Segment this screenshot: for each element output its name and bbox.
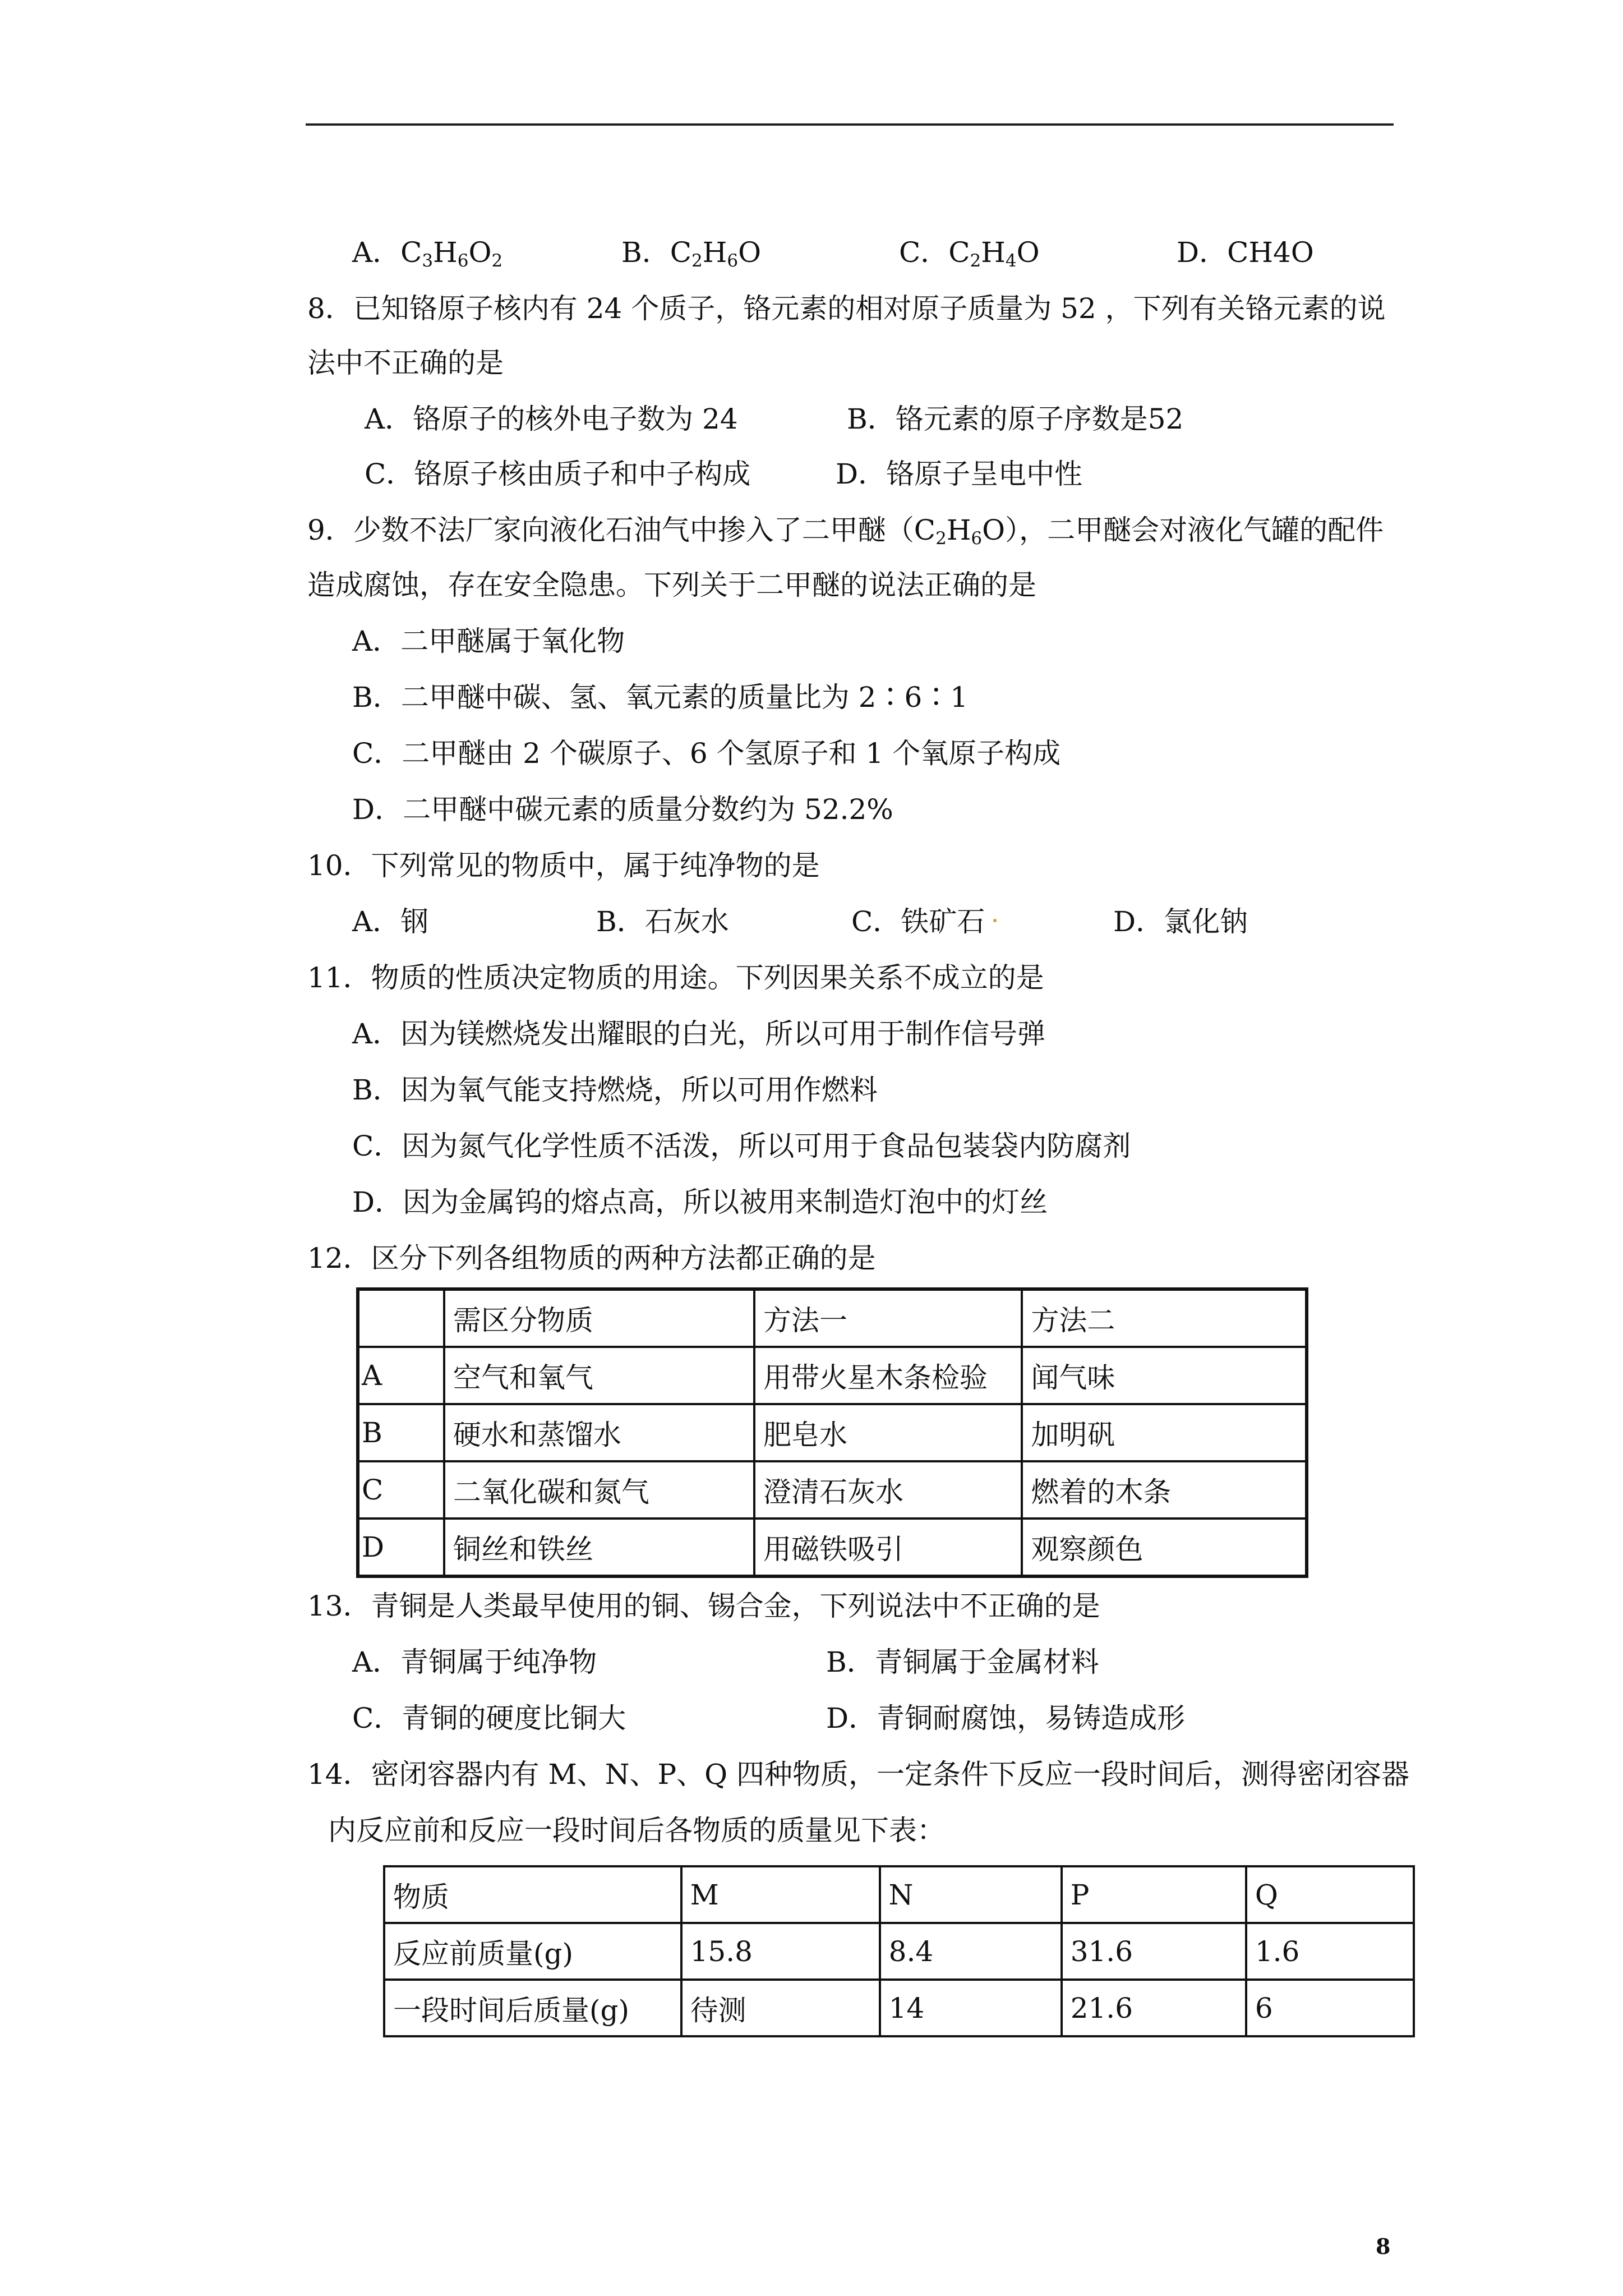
- header-rule: [306, 123, 1394, 126]
- q13-option-b: B．青铜属于金属材料: [826, 1646, 1099, 1678]
- q9-option-d: D．二甲醚中碳元素的质量分数约为 52.2%: [352, 793, 893, 826]
- table-cell: 8.4: [880, 1923, 1062, 1980]
- q10-stem: 10．下列常见的物质中，属于纯净物的是: [307, 849, 820, 882]
- q13-option-c: C．青铜的硬度比铜大: [352, 1702, 626, 1734]
- q8-option-b: B．铬元素的原子序数是52: [847, 403, 1184, 435]
- table-cell: 一段时间后质量(g): [384, 1980, 681, 2036]
- table-row: [358, 1347, 1307, 1404]
- table-cell: 肥皂水: [754, 1404, 1022, 1461]
- table-header-row: [358, 1289, 1307, 1347]
- q9-stem-line2: 造成腐蚀，存在安全隐患。下列关于二甲醚的说法正确的是: [307, 569, 1036, 601]
- table-header-cell: P: [1062, 1866, 1246, 1923]
- q7-option-a: A．$C_3H_6O_2$: [352, 236, 503, 271]
- table-cell: 用磁铁吸引: [754, 1519, 1022, 1576]
- q11-option-d: D．因为金属钨的熔点高，所以被用来制造灯泡中的灯丝: [352, 1186, 1048, 1218]
- table-header-cell: M: [681, 1866, 880, 1923]
- table-cell: B: [358, 1404, 444, 1461]
- table-cell: 14: [880, 1980, 1062, 2036]
- table-cell: 反应前质量(g): [384, 1923, 681, 1980]
- table-header-cell: 物质: [384, 1866, 681, 1923]
- q11-stem: 11．物质的性质决定物质的用途。下列因果关系不成立的是: [307, 961, 1044, 994]
- table-cell: 硬水和蒸馏水: [444, 1404, 754, 1461]
- q13-stem: 13．青铜是人类最早使用的铜、锡合金，下列说法中不正确的是: [307, 1590, 1100, 1622]
- q13-option-d: D．青铜耐腐蚀，易铸造成形: [826, 1702, 1186, 1734]
- table-cell: 空气和氧气: [444, 1347, 754, 1404]
- q13-option-a: A．青铜属于纯净物: [352, 1646, 597, 1678]
- table-header-row: [384, 1866, 1414, 1923]
- q12-stem: 12．区分下列各组物质的两种方法都正确的是: [307, 1242, 876, 1274]
- q8-option-d: D．铬原子呈电中性: [836, 458, 1083, 490]
- q7-option-c: C．$C_2H_4O$: [899, 236, 1040, 271]
- table-cell: 燃着的木条: [1022, 1461, 1307, 1519]
- q8-option-c: C．铬原子核由质子和中子构成: [365, 458, 751, 490]
- q10-option-a: A．钢: [352, 905, 429, 938]
- q11-option-a: A．因为镁燃烧发出耀眼的白光，所以可用于制作信号弹: [352, 1018, 1046, 1050]
- q9-option-c: C．二甲醚由 2 个碳原子、6 个氢原子和 1 个氧原子构成: [352, 737, 1061, 770]
- q8-option-a: A．铬原子的核外电子数为 24: [365, 403, 738, 435]
- table-cell: 加明矾: [1022, 1404, 1307, 1461]
- q8-stem-line2: 法中不正确的是: [307, 347, 504, 379]
- table-header-cell: 方法一: [754, 1289, 1022, 1347]
- table-cell: 澄清石灰水: [754, 1461, 1022, 1519]
- q7-option-b: B．$C_2H_6O$: [621, 236, 762, 271]
- q11-option-b: B．因为氧气能支持燃烧，所以可用作燃料: [352, 1074, 878, 1106]
- table-header-cell: N: [880, 1866, 1062, 1923]
- q10-option-b: B．石灰水: [596, 905, 729, 938]
- table-row: [358, 1461, 1307, 1519]
- q12-table: [356, 1287, 1308, 1578]
- q9-stem-line1: 9．少数不法厂家向液化石油气中掺入了二甲醚$(C_2H_6O)$，二甲醚会对液化气罐的配件: [307, 514, 1384, 549]
- q14-stem-line1: 14．密闭容器内有 M、N、P、Q 四种物质，一定条件下反应一段时间后，测得密闭容器: [307, 1758, 1409, 1791]
- table-header-cell: [358, 1289, 444, 1347]
- table-cell: 铜丝和铁丝: [444, 1519, 754, 1576]
- table-header-cell: 需区分物质: [444, 1289, 754, 1347]
- table-cell: 31.6: [1062, 1923, 1246, 1980]
- table-cell: 6: [1246, 1980, 1414, 2036]
- table-cell: 21.6: [1062, 1980, 1246, 2036]
- table-cell: A: [358, 1347, 444, 1404]
- table-header-cell: Q: [1246, 1866, 1414, 1923]
- page-number: 8: [1376, 2234, 1391, 2259]
- q14-table: [383, 1865, 1415, 2037]
- q9-option-a: A．二甲醚属于氧化物: [352, 625, 625, 657]
- table-cell: 1.6: [1246, 1923, 1414, 1980]
- q10-option-d: D．氯化钠: [1113, 905, 1248, 938]
- table-row: [384, 1923, 1414, 1980]
- q7-option-d: D．CH4O: [1177, 236, 1314, 269]
- table-cell: 闻气味: [1022, 1347, 1307, 1404]
- table-cell: 15.8: [681, 1923, 880, 1980]
- table-cell: 二氧化碳和氮气: [444, 1461, 754, 1519]
- table-row: [358, 1519, 1307, 1576]
- q9-option-b: B．二甲醚中碳、氢、氧元素的质量比为 2∶6∶1: [352, 681, 969, 714]
- q10-option-c: C．铁矿石: [851, 905, 985, 938]
- q8-stem-line1: 8．已知铬原子核内有 24 个质子，铬元素的相对原子质量为 52 ，下列有关铬元素的说: [307, 292, 1386, 325]
- table-row: [384, 1980, 1414, 2036]
- stray-mark: [993, 919, 997, 922]
- table-header-cell: 方法二: [1022, 1289, 1307, 1347]
- table-cell: C: [358, 1461, 444, 1519]
- table-cell: 用带火星木条检验: [754, 1347, 1022, 1404]
- table-row: [358, 1404, 1307, 1461]
- table-cell: 待测: [681, 1980, 880, 2036]
- table-cell: D: [358, 1519, 444, 1576]
- table-cell: 观察颜色: [1022, 1519, 1307, 1576]
- q14-stem-line2: 内反应前和反应一段时间后各物质的质量见下表：: [328, 1814, 945, 1847]
- q11-option-c: C．因为氮气化学性质不活泼，所以可用于食品包装袋内防腐剂: [352, 1130, 1131, 1162]
